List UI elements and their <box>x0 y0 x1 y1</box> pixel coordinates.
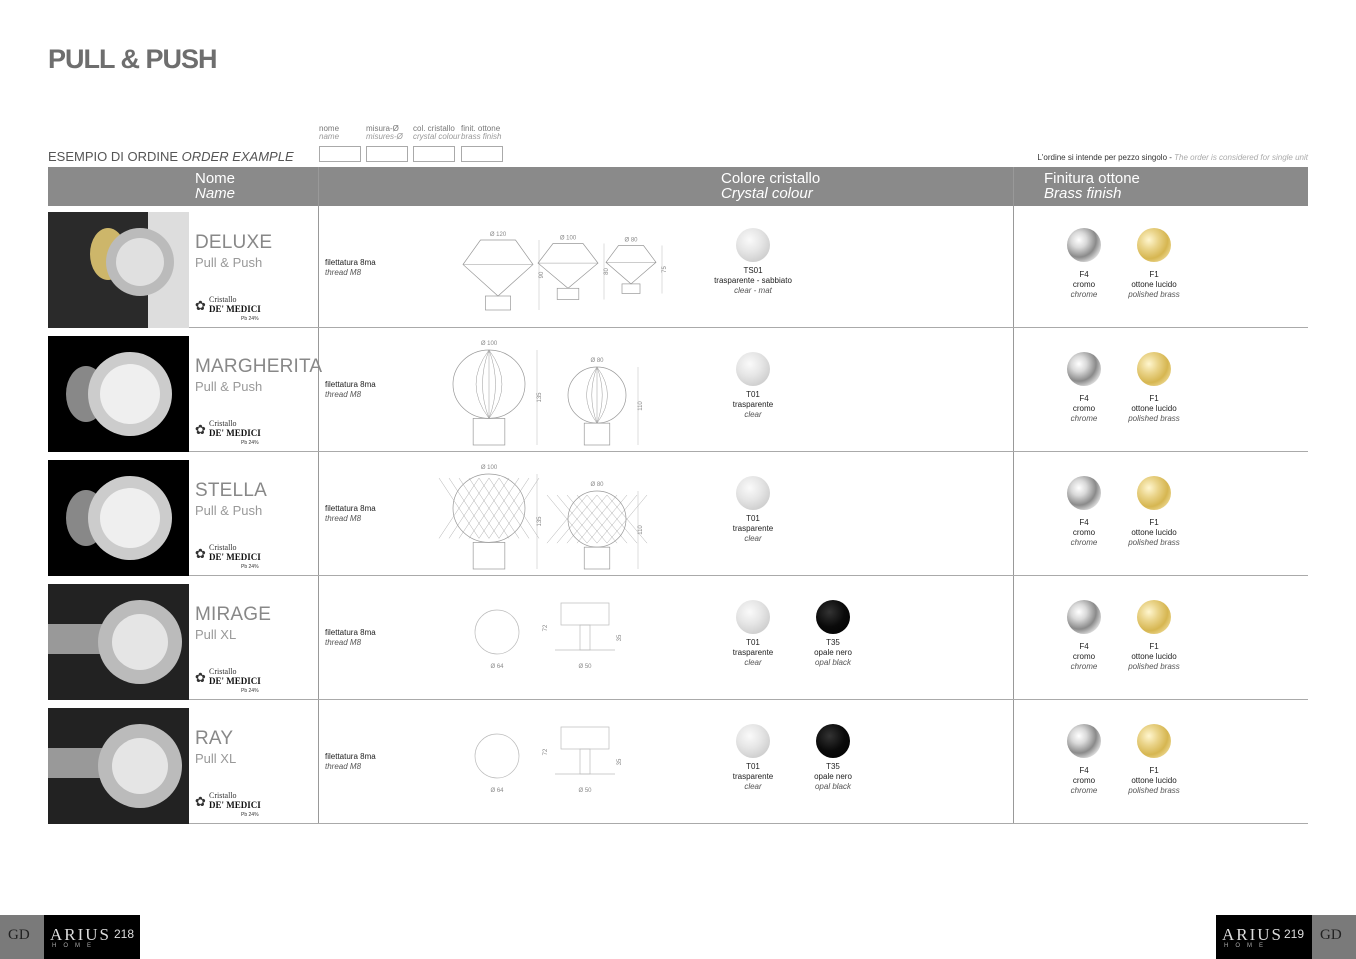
product-subtitle: Pull & Push <box>195 379 263 394</box>
finish-name-en: polished brass <box>1128 786 1180 795</box>
crystal-label <box>698 266 808 296</box>
crystal-swatch[interactable] <box>736 724 770 758</box>
crystal-swatch[interactable] <box>736 352 770 386</box>
technical-drawing <box>368 206 748 328</box>
crystal-label <box>778 762 888 792</box>
crystal-name-en: clear - mat <box>734 286 772 295</box>
product-photo-frame <box>48 212 189 328</box>
page-number-right: 219 <box>1284 927 1305 941</box>
height-label: 135 <box>537 392 543 403</box>
crystal-name-en: clear <box>744 410 762 419</box>
finish-name: cromo <box>1072 280 1096 289</box>
product-photo <box>48 212 189 328</box>
order-field-finish: finit. ottone brass finish <box>461 125 501 141</box>
crystal-name: opale nero <box>814 772 852 781</box>
crystal-name: trasparente <box>732 524 774 533</box>
brand-line2: DE' MEDICI <box>209 800 261 810</box>
finish-code: F1 <box>1149 270 1159 279</box>
finish-name-en: chrome <box>1070 538 1098 547</box>
finish-swatch[interactable] <box>1067 476 1101 510</box>
order-note: L'ordine si intende per pezzo singolo - The order is considered for single unit <box>1037 153 1308 162</box>
finish-name: ottone lucido <box>1131 652 1177 661</box>
brand-lead: Pb 24% <box>241 316 259 322</box>
thread-it: filettatura 8ma <box>325 752 376 761</box>
finish-swatch[interactable] <box>1137 228 1171 262</box>
height-label: 72 <box>543 748 549 756</box>
finish-name-en: chrome <box>1070 786 1098 795</box>
thread-en: thread M8 <box>325 268 362 277</box>
product-name: STELLA <box>195 480 267 501</box>
crystal-label <box>698 514 808 544</box>
finish-label <box>1099 394 1209 424</box>
page-number-left: 218 <box>114 927 135 941</box>
finish-name-en: chrome <box>1070 414 1098 423</box>
finish-code: F4 <box>1079 642 1089 651</box>
crystal-swatch[interactable] <box>736 476 770 510</box>
knob-outline <box>606 246 656 284</box>
crystal-code: T01 <box>746 762 760 771</box>
crystal-name-en: clear <box>744 534 762 543</box>
order-box-size[interactable] <box>366 146 408 162</box>
finish-code: F4 <box>1079 766 1089 775</box>
crystal-label <box>698 390 808 420</box>
brand-line1: Cristallo <box>209 791 237 800</box>
product-subtitle: Pull & Push <box>195 255 263 270</box>
header-name: Nome Name <box>195 170 236 202</box>
arius-logo: ARIUS <box>1222 925 1284 944</box>
product-name: RAY <box>195 728 234 749</box>
knob-base <box>584 423 610 445</box>
knob-side-view <box>561 603 609 625</box>
finish-swatch[interactable] <box>1067 724 1101 758</box>
footer-right <box>1216 915 1356 959</box>
finish-swatch[interactable] <box>1067 352 1101 386</box>
knob-side-view <box>561 727 609 749</box>
finish-name: cromo <box>1072 404 1096 413</box>
finish-name-en: polished brass <box>1128 662 1180 671</box>
crystal-name: trasparente <box>732 772 774 781</box>
crystal-code: T01 <box>746 390 760 399</box>
product-photo-frame <box>48 708 189 824</box>
product-row <box>48 578 1308 700</box>
finish-name: ottone lucido <box>1131 404 1177 413</box>
height-label: 135 <box>537 516 543 527</box>
thread-en: thread M8 <box>325 514 362 523</box>
brand-lead: Pb 24% <box>241 812 259 818</box>
thread-it: filettatura 8ma <box>325 380 376 389</box>
knob-base <box>473 542 505 569</box>
crystal-swatch[interactable] <box>816 724 850 758</box>
diameter-label: Ø 120 <box>489 232 507 238</box>
brand-line2: DE' MEDICI <box>209 304 261 314</box>
product-name: MIRAGE <box>195 604 272 625</box>
diameter-label: Ø 50 <box>578 664 592 670</box>
crystal-code: T01 <box>746 514 760 523</box>
table-header <box>48 167 1308 206</box>
brand-line2: DE' MEDICI <box>209 676 261 686</box>
brand-line1: Cristallo <box>209 543 237 552</box>
crystal-code: TS01 <box>743 266 763 275</box>
order-field-crystal: col. cristallo crystal colour <box>413 125 460 141</box>
height-label: 72 <box>543 624 549 632</box>
crystal-name-en: opal black <box>814 782 852 791</box>
product-row <box>48 330 1308 452</box>
finish-label <box>1099 270 1209 300</box>
technical-drawing <box>368 454 748 576</box>
header-finish: Finitura ottone Brass finish <box>1044 170 1140 202</box>
arius-home: HOME <box>1224 943 1270 949</box>
diameter-label: Ø 50 <box>578 788 592 794</box>
brand-line2: DE' MEDICI <box>209 552 261 562</box>
crystal-swatch[interactable] <box>816 600 850 634</box>
product-name: MARGHERITA <box>195 356 323 377</box>
arius-home: HOME <box>52 943 98 949</box>
crystal-swatch[interactable] <box>736 600 770 634</box>
diameter-label: Ø 80 <box>590 358 604 364</box>
brand-logo <box>195 791 265 819</box>
brand-logo <box>195 295 265 323</box>
product-photo-frame <box>48 460 189 576</box>
finish-code: F1 <box>1149 394 1159 403</box>
finish-swatch[interactable] <box>1137 476 1171 510</box>
finish-name: ottone lucido <box>1131 528 1177 537</box>
finish-name: ottone lucido <box>1131 280 1177 289</box>
finish-label <box>1099 766 1209 796</box>
product-photo <box>48 336 189 452</box>
brand-logo <box>195 667 265 695</box>
crystal-name: trasparente <box>732 648 774 657</box>
product-row <box>48 702 1308 824</box>
height-label: 110 <box>638 525 644 535</box>
finish-code: F1 <box>1149 642 1159 651</box>
finish-label <box>1099 642 1209 672</box>
brand-lead: Pb 24% <box>241 688 259 694</box>
gd-logo-icon: GD <box>1320 927 1342 943</box>
finish-name: ottone lucido <box>1131 776 1177 785</box>
knob-front-view <box>475 734 519 778</box>
crystal-code: T35 <box>826 762 840 771</box>
finish-name: cromo <box>1072 652 1096 661</box>
knob-base <box>584 547 610 569</box>
finish-name-en: polished brass <box>1128 290 1180 299</box>
finish-name-en: chrome <box>1070 290 1098 299</box>
diameter-label: Ø 64 <box>490 788 504 794</box>
crystal-name-en: opal black <box>814 658 852 667</box>
crystal-name-en: clear <box>744 782 762 791</box>
crystal-name: trasparente - sabbiato <box>714 276 792 285</box>
thread-it: filettatura 8ma <box>325 504 376 513</box>
technical-drawing <box>368 330 748 452</box>
brand-lead: Pb 24% <box>241 440 259 446</box>
thread-en: thread M8 <box>325 762 362 771</box>
diameter-label: Ø 64 <box>490 664 504 670</box>
brand-line1: Cristallo <box>209 667 237 676</box>
crystal-code: T01 <box>746 638 760 647</box>
header-crystal: Colore cristallo Crystal colour <box>721 170 821 202</box>
knob-base <box>473 418 505 445</box>
brand-logo <box>195 419 265 447</box>
product-row <box>48 206 1308 328</box>
product-subtitle: Pull & Push <box>195 503 263 518</box>
order-box-crystal[interactable] <box>413 146 455 162</box>
brand-line2: DE' MEDICI <box>209 428 261 438</box>
knob-outline <box>538 244 598 289</box>
medici-icon: ✿ <box>195 298 206 313</box>
order-field-name: nome name <box>319 125 339 141</box>
finish-swatch[interactable] <box>1137 724 1171 758</box>
product-photo <box>48 584 189 700</box>
knob-front-view <box>475 610 519 654</box>
crystal-name: opale nero <box>814 648 852 657</box>
footer-left <box>0 915 140 959</box>
knob-outline <box>463 240 533 296</box>
finish-code: F1 <box>1149 518 1159 527</box>
brand-line1: Cristallo <box>209 295 237 304</box>
thread-it: filettatura 8ma <box>325 258 376 267</box>
finish-name-en: chrome <box>1070 662 1098 671</box>
knob-base <box>485 296 510 310</box>
thread-en: thread M8 <box>325 390 362 399</box>
diameter-label: Ø 100 <box>480 465 498 471</box>
diameter-label: Ø 100 <box>559 235 577 242</box>
product-photo-frame <box>48 584 189 700</box>
medici-icon: ✿ <box>195 794 206 809</box>
thread-en: thread M8 <box>325 638 362 647</box>
finish-swatch[interactable] <box>1137 352 1171 386</box>
diameter-label: Ø 80 <box>590 482 604 488</box>
brand-lead: Pb 24% <box>241 564 259 570</box>
finish-name: cromo <box>1072 528 1096 537</box>
finish-code: F1 <box>1149 766 1159 775</box>
finish-code: F4 <box>1079 270 1089 279</box>
product-photo-frame <box>48 336 189 452</box>
technical-drawing <box>368 578 748 700</box>
finish-name: cromo <box>1072 776 1096 785</box>
crystal-name-en: clear <box>744 658 762 667</box>
height-label: 110 <box>638 401 644 411</box>
product-name: DELUXE <box>195 232 273 253</box>
product-subtitle: Pull XL <box>195 627 237 642</box>
height-label: 90 <box>539 271 545 279</box>
height-label: 35 <box>617 758 623 766</box>
finish-swatch[interactable] <box>1137 600 1171 634</box>
finish-code: F4 <box>1079 518 1089 527</box>
product-row <box>48 454 1308 576</box>
gd-logo-icon: GD <box>8 927 30 943</box>
technical-drawing <box>368 702 748 824</box>
medici-icon: ✿ <box>195 422 206 437</box>
brand-logo <box>195 543 265 571</box>
height-label: 35 <box>617 634 623 642</box>
knob-base <box>622 284 640 294</box>
brand-line1: Cristallo <box>209 419 237 428</box>
thread-it: filettatura 8ma <box>325 628 376 637</box>
order-box-finish[interactable] <box>461 146 503 162</box>
diameter-label: Ø 100 <box>480 341 498 347</box>
finish-label <box>1099 518 1209 548</box>
order-field-size: misura-Ø misures-Ø <box>366 125 403 141</box>
finish-swatch[interactable] <box>1067 600 1101 634</box>
finish-swatch[interactable] <box>1067 228 1101 262</box>
medici-icon: ✿ <box>195 670 206 685</box>
crystal-label <box>778 638 888 668</box>
crystal-code: T35 <box>826 638 840 647</box>
diameter-label: Ø 80 <box>624 237 638 244</box>
page-title: PULL & PUSH <box>48 44 217 74</box>
product-photo <box>48 460 189 576</box>
product-subtitle: Pull XL <box>195 751 237 766</box>
crystal-swatch[interactable] <box>736 228 770 262</box>
height-label: 75 <box>662 266 668 273</box>
arius-logo: ARIUS <box>50 925 112 944</box>
product-photo <box>48 708 189 824</box>
finish-code: F4 <box>1079 394 1089 403</box>
height-label: 80 <box>604 268 610 275</box>
knob-base <box>557 288 579 299</box>
crystal-name: trasparente <box>732 400 774 409</box>
order-box-name[interactable] <box>319 146 361 162</box>
finish-name-en: polished brass <box>1128 538 1180 547</box>
order-example-label: ESEMPIO DI ORDINE ORDER EXAMPLE <box>48 149 294 164</box>
medici-icon: ✿ <box>195 546 206 561</box>
finish-name-en: polished brass <box>1128 414 1180 423</box>
